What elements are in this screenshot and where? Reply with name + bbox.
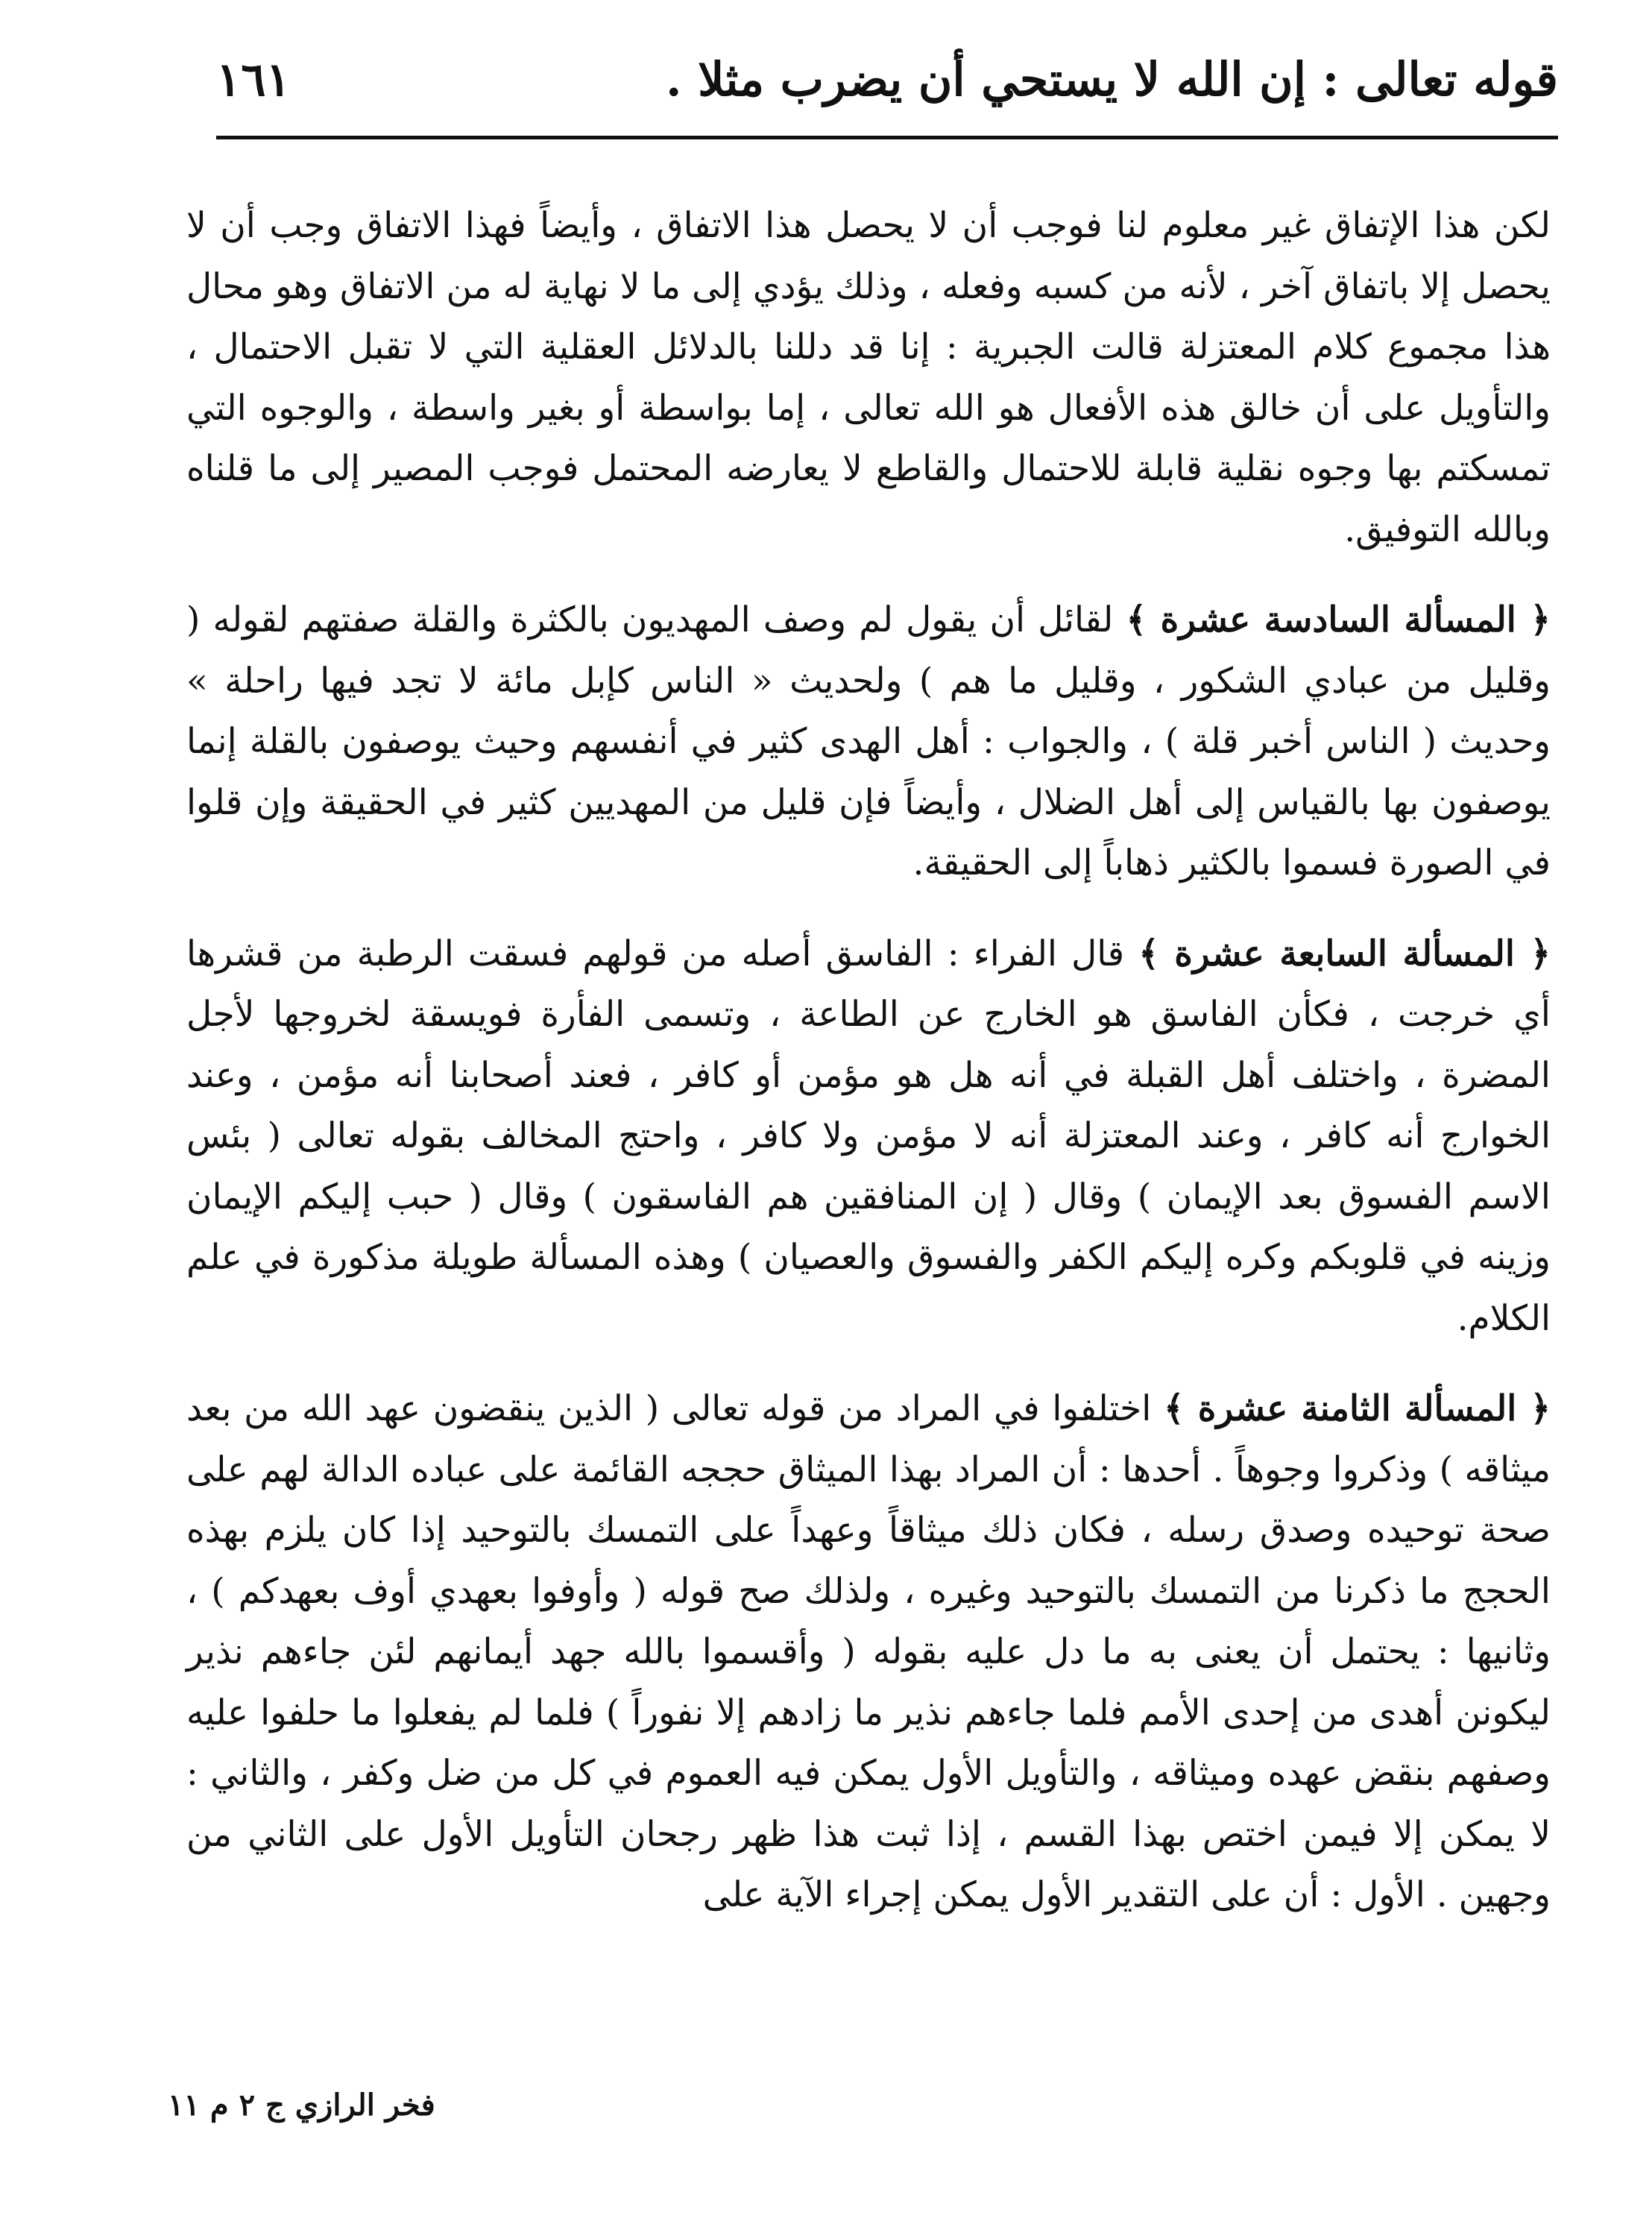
- body-text: [186, 195, 1551, 1926]
- page-header: [216, 46, 1558, 136]
- header-rule: [216, 136, 1558, 139]
- paragraph-issue-16: [186, 590, 1551, 894]
- paragraph-issue-17: [186, 924, 1551, 1349]
- paragraph-issue-18: [186, 1379, 1551, 1926]
- paragraph-text: لقائل أن يقول لم وصف المهديون بالكثرة والقلة صفتهم لقوله ( وقليل من عبادي الشكور ، وقليل ما هم ) ولحديث « الناس كإبل مائة لا تجد فيها راحلة » وحديث ( الناس أخبر قلة ) ، والجواب : أهل الهدى كثير في أنفسهم وحيث يوصفون بالقلة إنما يوصفون بها بالقياس إلى أهل الضلال ، وأيضاً فإن قليل من المهديين كثير في الحقيقة وإن قلوا في الصورة فسموا بالكثير ذهاباً إلى الحقيقة.: [186, 599, 1551, 883]
- paragraph-text: اختلفوا في المراد من قوله تعالى ( الذين ينقضون عهد الله من بعد ميثاقه ) وذكروا وجوهاً . أحدها : أن المراد بهذا الميثاق حججه القائمة على عباده الدالة لهم على صحة توحيده وصدق رسله ، فكان ذلك ميثاقاً وعهداً على التمسك بالتوحيد إذا كان يلزم بهذه الحجج ما ذكرنا من التمسك بالتوحيد وغيره ، ولذلك صح قوله ( وأوفوا بعهدي أوف بعهدكم ) ، وثانيها : يحتمل أن يعنى به ما دل عليه بقوله ( وأقسموا بالله جهد أيمانهم لئن جاءهم نذير ليكونن أهدى من إحدى الأمم فلما جاءهم نذير ما زادهم إلا نفوراً ) فلما لم يفعلوا ما حلفوا عليه وصفهم بنقض عهده وميثاقه ، والتأويل الأول يمكن فيه العموم في كل من ضل وكفر ، والثاني : لا يمكن إلا فيمن اختص بهذا القسم ، إذا ثبت هذا ظهر رجحان التأويل الأول على الثاني من وجهين . الأول : أن على التقدير الأول يمكن إجراء الآية على: [186, 1388, 1551, 1915]
- page-number: ١٦١: [216, 52, 291, 107]
- issue-heading: ﴿ المسألة السادسة عشرة ﴾: [1126, 599, 1551, 640]
- paragraph-text: لكن هذا الإتفاق غير معلوم لنا فوجب أن لا يحصل هذا الاتفاق ، وأيضاً فهذا الاتفاق وجب أن لا يحصل إلا باتفاق آخر ، لأنه من كسبه وفعله ، وذلك يؤدي إلى ما لا نهاية له من الاتفاق وهو محال هذا مجموع كلام المعتزلة قالت الجبرية : إنا قد دللنا بالدلائل العقلية التي لا تقبل الاحتمال ، والتأويل على أن خالق هذه الأفعال هو الله تعالى ، إما بواسطة أو بغير واسطة ، والوجوه التي تمسكتم بها وجوه نقلية قابلة للاحتمال والقاطع لا يعارضه المحتمل فوجب المصير إلى ما قلناه وبالله التوفيق.: [186, 205, 1551, 550]
- running-title: قوله تعالى : إن الله لا يستحي أن يضرب مثلا .: [666, 52, 1558, 107]
- issue-heading: ﴿ المسألة السابعة عشرة ﴾: [1138, 933, 1551, 974]
- signature-mark: فخر الرازي ج ٢ م ١١: [168, 2088, 435, 2123]
- issue-heading: ﴿ المسألة الثامنة عشرة ﴾: [1164, 1388, 1551, 1429]
- paragraph-text: قال الفراء : الفاسق أصله من قولهم فسقت الرطبة من قشرها أي خرجت ، فكأن الفاسق هو الخارج عن الطاعة ، وتسمى الفأرة فويسقة لخروجها لأجل المضرة ، واختلف أهل القبلة في أنه هل هو مؤمن أو كافر ، فعند أصحابنا أنه مؤمن ، وعند الخوارج أنه كافر ، وعند المعتزلة أنه لا مؤمن ولا كافر ، واحتج المخالف بقوله تعالى ( بئس الاسم الفسوق بعد الإيمان ) وقال ( إن المنافقين هم الفاسقون ) وقال ( حبب إليكم الإيمان وزينه في قلوبكم وكره إليكم الكفر والفسوق والعصيان ) وهذه المسألة طويلة مذكورة في علم الكلام.: [186, 933, 1551, 1339]
- paragraph-1: [186, 195, 1551, 560]
